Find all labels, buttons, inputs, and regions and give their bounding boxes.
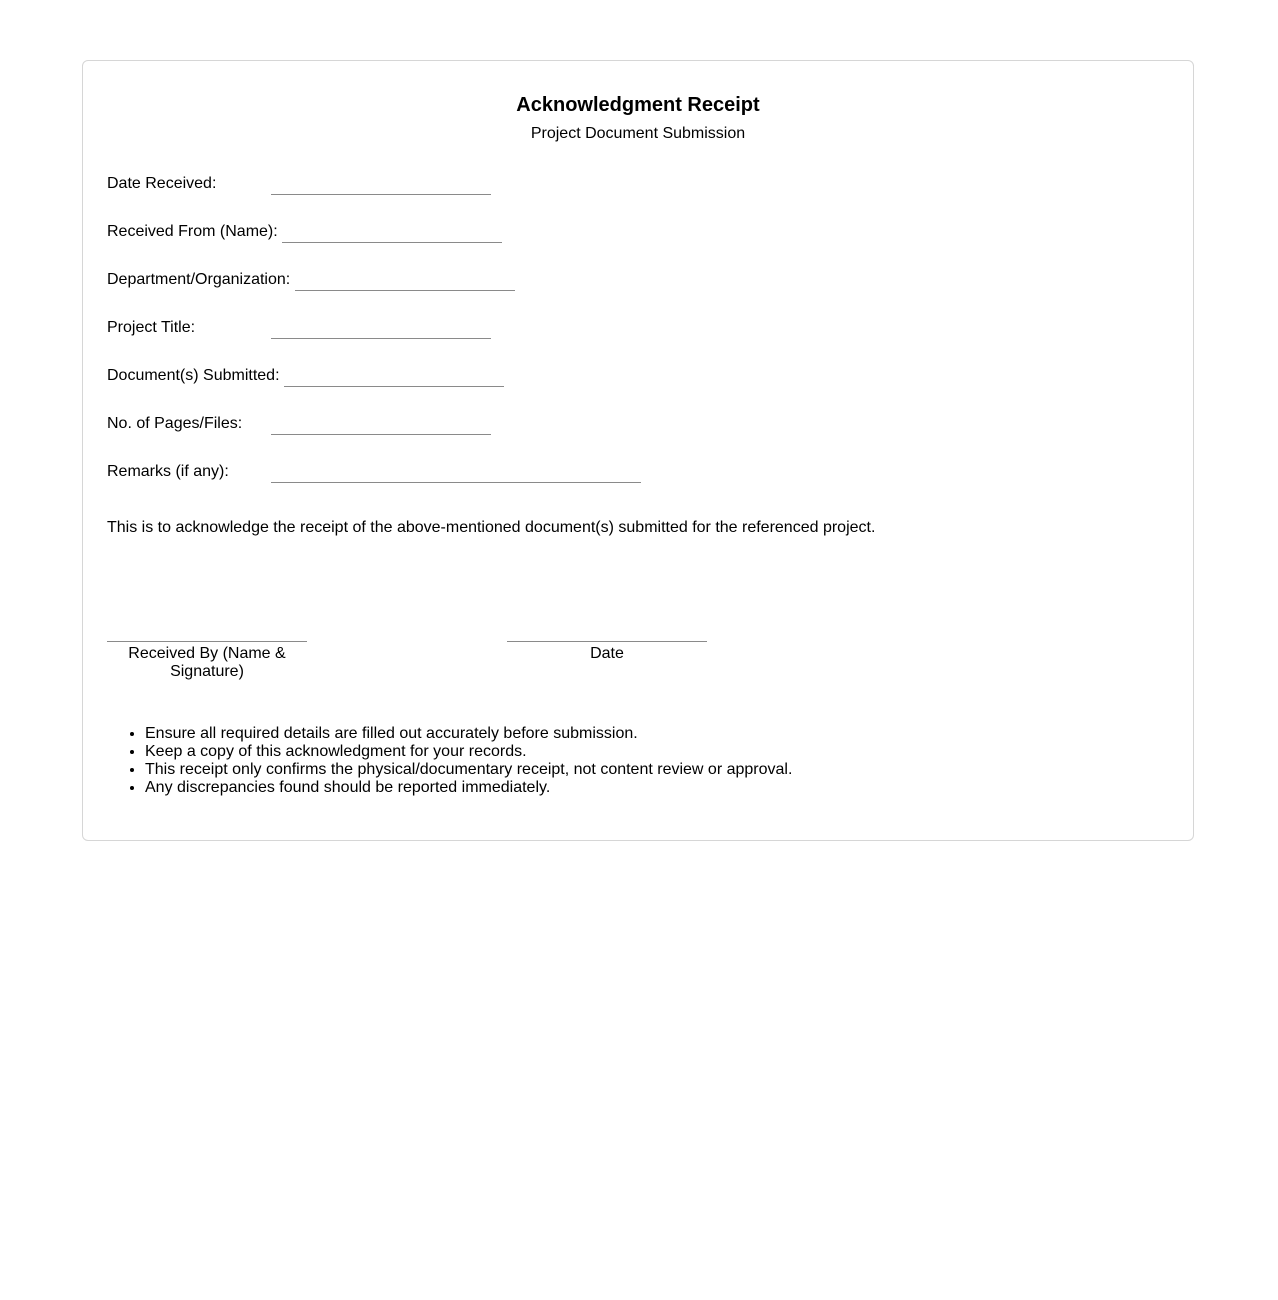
department-label: Department/Organization: (107, 271, 291, 288)
page-title: Acknowledgment Receipt (516, 94, 760, 116)
documents-submitted-field[interactable] (284, 386, 504, 387)
date-signature-line (507, 641, 707, 642)
note-item: • Any discrepancies found should be reported immediately. (145, 779, 792, 797)
note-item: • Ensure all required details are filled out accurately before submission. (145, 725, 792, 743)
remarks-label: Remarks (if any): (107, 463, 229, 480)
documents-submitted-label: Document(s) Submitted: (107, 367, 280, 384)
received-from-label: Received From (Name): (107, 223, 278, 240)
date-caption: Date (590, 645, 624, 662)
notes-list (107, 725, 792, 797)
note-item: • This receipt only confirms the physical/documentary receipt, not content review or approval. (145, 761, 792, 779)
date-received-label: Date Received: (107, 175, 217, 192)
acknowledgment-statement: This is to acknowledge the receipt of the above-mentioned document(s) submitted for the referenced project. (107, 519, 876, 536)
remarks-field[interactable] (271, 482, 641, 483)
project-title-field[interactable] (271, 338, 491, 339)
receipt-card (82, 60, 1194, 841)
page-subtitle: Project Document Submission (530, 125, 746, 142)
note-item: • Keep a copy of this acknowledgment for your records. (145, 743, 792, 761)
received-by-signature-line (107, 641, 307, 642)
page-count-label: No. of Pages/Files: (107, 415, 243, 432)
project-title-label: Project Title: (107, 319, 196, 336)
received-by-caption: Received By (Name & Signature) (128, 645, 286, 680)
page-count-field[interactable] (271, 434, 491, 435)
received-from-field[interactable] (282, 242, 502, 243)
department-field[interactable] (295, 290, 515, 291)
date-received-field[interactable] (271, 194, 491, 195)
